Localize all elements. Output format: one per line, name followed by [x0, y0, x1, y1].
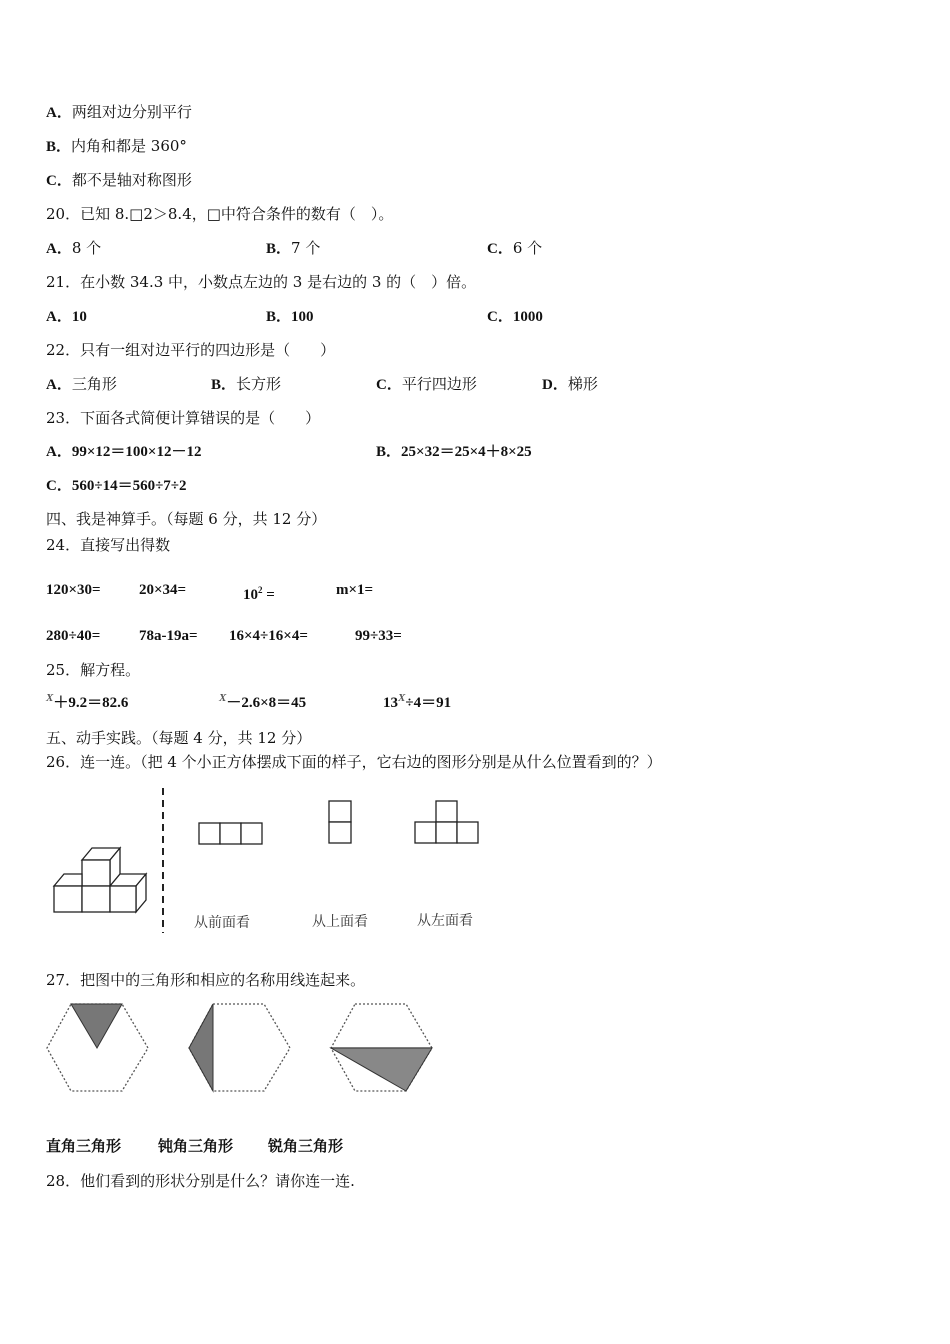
hexagon-figure-2 — [188, 1003, 292, 1091]
q24-calc-5: 280÷40= — [46, 628, 101, 644]
q19-option-a: A．两组对边分别平行 — [46, 103, 192, 121]
left-view-figure — [414, 800, 484, 846]
label-left-view: 从左面看 — [417, 913, 473, 929]
top-view-figure — [328, 800, 354, 846]
q19-option-c: C．都不是轴对称图形 — [46, 171, 192, 189]
q24-calc-6: 78a-19a= — [139, 628, 198, 644]
q21-stem: 21．在小数 34.3 中，小数点左边的 3 是右边的 3 的（ ）倍。 — [46, 273, 477, 291]
q22-option-d: D．梯形 — [542, 375, 598, 393]
q24-calc-7: 16×4÷16×4= — [229, 628, 308, 644]
q25-stem: 25．解方程。 — [46, 661, 141, 679]
q19-option-b: B．内角和都是 360° — [46, 137, 187, 155]
front-view-figure — [198, 822, 266, 846]
section-5-title: 五、动手实践。（每题 4 分，共 12 分） — [46, 729, 312, 747]
q22-option-b: B．长方形 — [211, 375, 282, 393]
q20-option-a: A．8 个 — [46, 239, 102, 257]
q24-calc-2: 20×34= — [139, 582, 187, 598]
q22-option-c: C．平行四边形 — [376, 375, 477, 393]
q21-option-c: C．1000 — [487, 309, 543, 325]
hexagon-figure-3 — [330, 1003, 434, 1091]
q21-option-a: A．10 — [46, 309, 87, 325]
q23-option-c: C．560÷14＝560÷7÷2 — [46, 478, 187, 494]
q20-stem: 20．已知 8.□2＞8.4，□中符合条件的数有（ ）。 — [46, 205, 394, 223]
hexagon-figure-1 — [46, 1003, 150, 1091]
dashed-divider — [160, 788, 166, 933]
q25-equation-3: $13^X\div 4=91$ — [383, 692, 452, 711]
triangle-name-obtuse: 钝角三角形 — [158, 1139, 234, 1155]
label-top-view: 从上面看 — [312, 914, 368, 930]
q24-calc-4: m×1= — [336, 582, 374, 598]
q28-stem: 28．他们看到的形状分别是什么？请你连一连. — [46, 1172, 355, 1190]
label-front-view: 从前面看 — [194, 915, 250, 931]
q20-option-b: B．7 个 — [266, 239, 321, 257]
q20-option-c: C．6 个 — [487, 239, 543, 257]
q22-option-a: A．三角形 — [46, 375, 117, 393]
q23-stem: 23．下面各式简便计算错误的是（ ） — [46, 409, 321, 427]
cube-stack-figure — [50, 840, 150, 920]
q22-stem: 22．只有一组对边平行的四边形是（ ） — [46, 341, 336, 359]
triangle-name-acute: 锐角三角形 — [268, 1139, 344, 1155]
q24-calc-1: 120×30= — [46, 582, 101, 598]
q25-equation-2: $^X$－2.6×8＝45 — [219, 692, 307, 711]
q24-calc-3: $10^2$ = — [243, 585, 275, 603]
q23-option-a: A．99×12＝100×12－12 — [46, 444, 202, 460]
triangle-name-right: 直角三角形 — [46, 1139, 122, 1155]
q25-equation-1: $^X$＋9.2＝82.6 — [46, 692, 129, 711]
q24-calc-8: 99÷33= — [355, 628, 402, 644]
section-4-title: 四、我是神算手。（每题 6 分，共 12 分） — [46, 510, 327, 528]
q21-option-b: B．100 — [266, 309, 314, 325]
q24-stem: 24．直接写出得数 — [46, 536, 171, 554]
q26-stem: 26．连一连。（把 4 个小正方体摆成下面的样子，它右边的图形分别是从什么位置看到的？） — [46, 753, 662, 771]
q23-option-b: B．25×32＝25×4＋8×25 — [376, 444, 532, 460]
q27-stem: 27．把图中的三角形和相应的名称用线连起来。 — [46, 971, 366, 989]
